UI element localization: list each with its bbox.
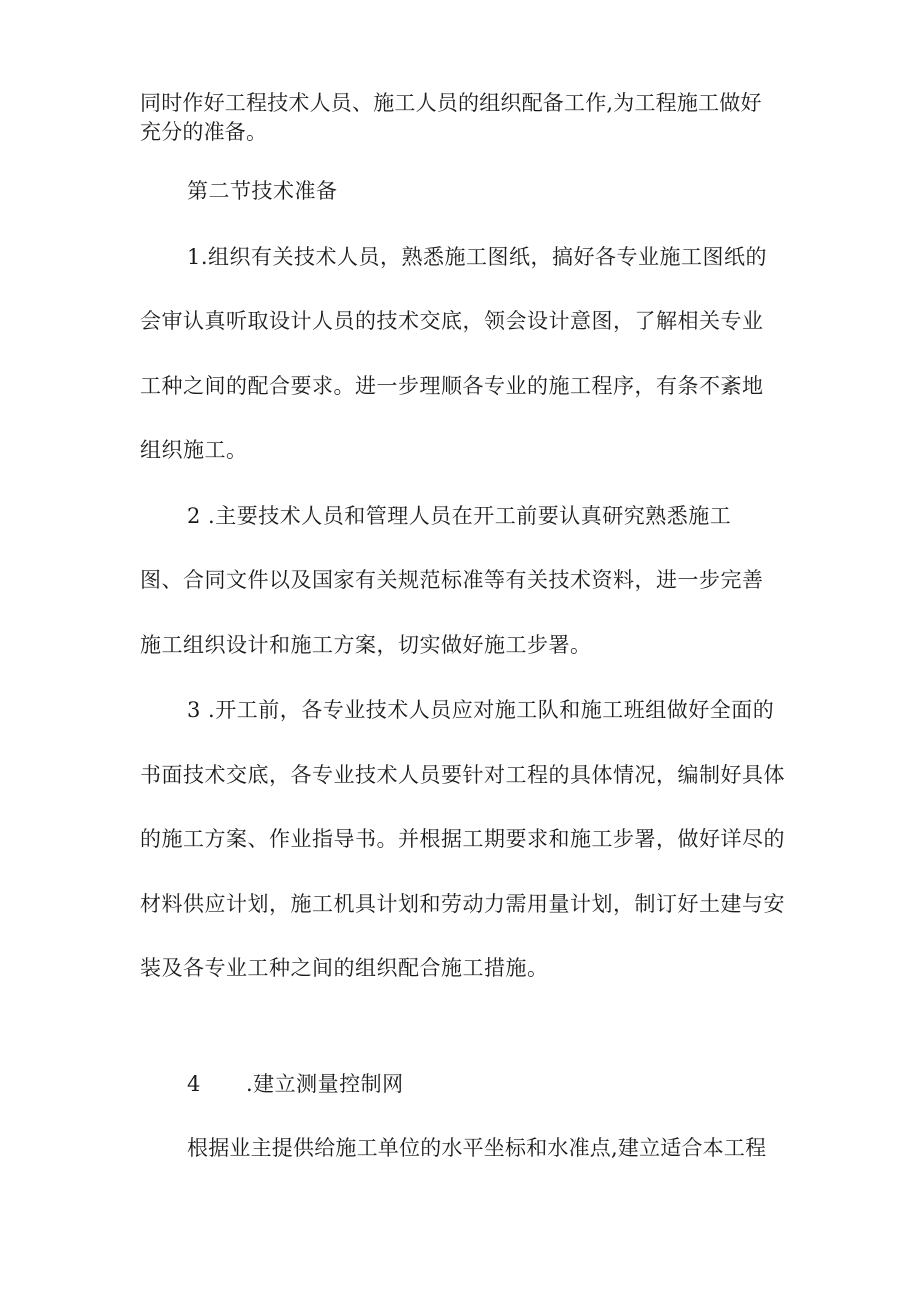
intro-line-2: 充分的准备。 [140, 120, 268, 144]
section-heading: 第二节技术准备 [187, 179, 338, 203]
item1-line-4: 组织施工。 [140, 438, 248, 462]
item2-line-1: 2 .主要技术人员和管理人员在开工前要认真研究熟悉施工 [187, 504, 732, 528]
item4-text: 根据业主提供给施工单位的水平坐标和水准点,建立适合本工程 [187, 1136, 767, 1160]
item2-line-3: 施工组织设计和施工方案，切实做好施工步署。 [140, 633, 592, 657]
item3-line-5: 装及各专业工种之间的组织配合施工措施。 [140, 956, 549, 980]
item2-line-2: 图、合同文件以及国家有关规范标准等有关技术资料，进一步完善 [140, 568, 764, 592]
item3-line-1: 3 .开工前，各专业技术人员应对施工队和施工班组做好全面的 [187, 698, 775, 722]
item1-line-2: 会审认真听取设计人员的技术交底，领会设计意图，了解相关专业 [140, 309, 764, 333]
item4-number: 4 [187, 1072, 201, 1096]
intro-line-1: 同时作好工程技术人员、施工人员的组织配备工作,为工程施工做好 [140, 91, 762, 115]
item3-line-2: 书面技术交底，各专业技术人员要针对工程的具体情况，编制好具体 [140, 763, 785, 787]
item1-line-1: 1.组织有关技术人员，熟悉施工图纸，搞好各专业施工图纸的 [187, 245, 768, 269]
item1-line-3: 工种之间的配合要求。进一步理顺各专业的施工程序，有条不紊地 [140, 374, 764, 398]
item3-line-3: 的施工方案、作业指导书。并根据工期要求和施工步署，做好详尽的 [140, 827, 785, 851]
item4-title: .建立测量控制网 [246, 1072, 404, 1096]
item3-line-4: 材料供应计划，施工机具计划和劳动力需用量计划，制订好土建与安 [140, 892, 785, 916]
